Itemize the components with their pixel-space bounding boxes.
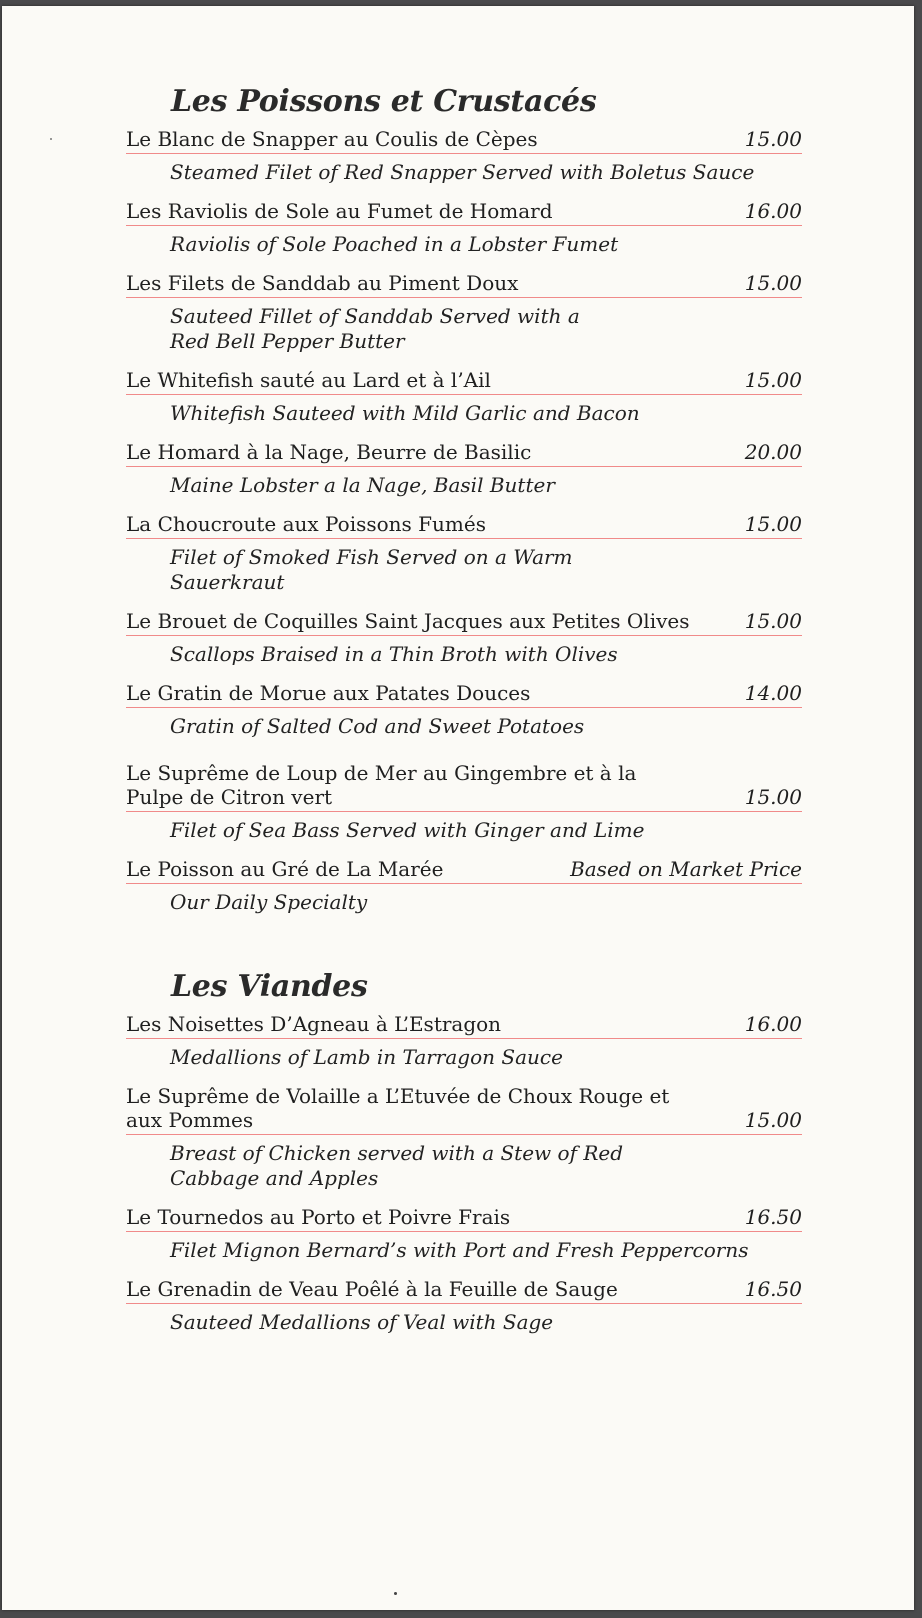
menu-content	[126, 84, 802, 1349]
item-description: Filet of Sea Bass Served with Ginger and Lime	[170, 818, 645, 842]
item-description: Breast of Chicken served with a Stew of Red Cabbage and Apples	[170, 1141, 624, 1190]
item-description: Medallions of Lamb in Tarragon Sauce	[170, 1045, 563, 1069]
section-title: Les Viandes	[171, 969, 368, 1004]
item-row	[126, 609, 802, 636]
item-description: Filet Mignon Bernard’s with Port and Fresh Peppercorns	[170, 1238, 749, 1262]
item-name: Le Tournedos au Porto et Poivre Frais	[126, 1205, 511, 1229]
item-name: Le Gratin de Morue aux Patates Douces	[126, 681, 531, 705]
item-row	[126, 857, 802, 884]
item-price: 16.00	[744, 1012, 802, 1036]
item-name: Les Filets de Sanddab au Piment Doux	[126, 271, 519, 295]
menu-item	[126, 761, 802, 843]
item-price: 15.00	[744, 1108, 802, 1132]
item-name: Le Brouet de Coquilles Saint Jacques aux Petites Olives	[126, 609, 690, 633]
item-price: 15.00	[744, 127, 802, 151]
item-price: 16.50	[744, 1277, 802, 1301]
item-price: 15.00	[744, 785, 802, 809]
section-fish	[126, 84, 802, 915]
item-name: Le Poisson au Gré de La Marée	[126, 857, 444, 881]
item-name: La Choucroute aux Poissons Fumés	[126, 512, 486, 536]
section-spacer	[126, 929, 802, 969]
item-name: Le Blanc de Snapper au Coulis de Cèpes	[126, 127, 538, 151]
item-description: Raviolis of Sole Poached in a Lobster Fumet	[170, 232, 619, 256]
item-row	[126, 1084, 802, 1135]
menu-item	[126, 271, 802, 354]
item-name: Le Grenadin de Veau Poêlé à la Feuille de Sauge	[126, 1277, 618, 1301]
menu-item	[126, 127, 802, 185]
item-row	[126, 127, 802, 154]
item-description: Sauteed Medallions of Veal with Sage	[170, 1310, 554, 1334]
item-name: Le Whitefish sauté au Lard et à l’Ail	[126, 368, 491, 392]
item-row	[126, 199, 802, 226]
item-row	[126, 368, 802, 395]
item-row	[126, 1205, 802, 1232]
item-description: Our Daily Specialty	[170, 890, 368, 914]
menu-item	[126, 368, 802, 426]
paper-dot	[394, 1592, 397, 1595]
item-price: 15.00	[744, 609, 802, 633]
item-row	[126, 1277, 802, 1304]
item-row	[126, 1012, 802, 1039]
item-price: 20.00	[744, 440, 802, 464]
item-description: Filet of Smoked Fish Served on a Warm Sauerkraut	[170, 545, 573, 594]
item-name: Le Homard à la Nage, Beurre de Basilic	[126, 440, 532, 464]
menu-item	[126, 440, 802, 498]
item-description: Steamed Filet of Red Snapper Served with Boletus Sauce	[170, 160, 755, 184]
item-name: Le Suprême de Volaille a L’Etuvée de Choux Rouge et aux Pommes	[126, 1084, 670, 1132]
item-price: 14.00	[744, 681, 802, 705]
item-price: 15.00	[744, 512, 802, 536]
section-title: Les Poissons et Crustacés	[171, 84, 597, 119]
item-name: Les Raviolis de Sole au Fumet de Homard	[126, 199, 553, 223]
item-row	[126, 271, 802, 298]
menu-item	[126, 1205, 802, 1263]
section-meats	[126, 969, 802, 1335]
menu-item	[126, 1084, 802, 1191]
item-price: 16.00	[744, 199, 802, 223]
item-name: Le Suprême de Loup de Mer au Gingembre et à la Pulpe de Citron vert	[126, 761, 637, 809]
item-description: Gratin of Salted Cod and Sweet Potatoes	[170, 714, 585, 738]
item-row	[126, 681, 802, 708]
menu-item	[126, 681, 802, 739]
item-price: Based on Market Price	[570, 857, 802, 881]
menu-item	[126, 1277, 802, 1335]
menu-item	[126, 1012, 802, 1070]
menu-item	[126, 512, 802, 595]
menu-item	[126, 609, 802, 667]
item-description: Whitefish Sauteed with Mild Garlic and Bacon	[170, 401, 640, 425]
item-row	[126, 761, 802, 812]
menu-page	[2, 6, 914, 1610]
item-price: 16.50	[744, 1205, 802, 1229]
item-row	[126, 512, 802, 539]
item-price: 15.00	[744, 271, 802, 295]
item-description: Maine Lobster a la Nage, Basil Butter	[170, 473, 555, 497]
item-description: Sauteed Fillet of Sanddab Served with a Red Bell Pepper Butter	[170, 304, 580, 353]
item-price: 15.00	[744, 368, 802, 392]
menu-item	[126, 857, 802, 915]
item-row	[126, 440, 802, 467]
paper-speck	[50, 138, 52, 140]
item-description: Scallops Braised in a Thin Broth with Olives	[170, 642, 618, 666]
menu-item	[126, 199, 802, 257]
item-name: Les Noisettes D’Agneau à L’Estragon	[126, 1012, 502, 1036]
